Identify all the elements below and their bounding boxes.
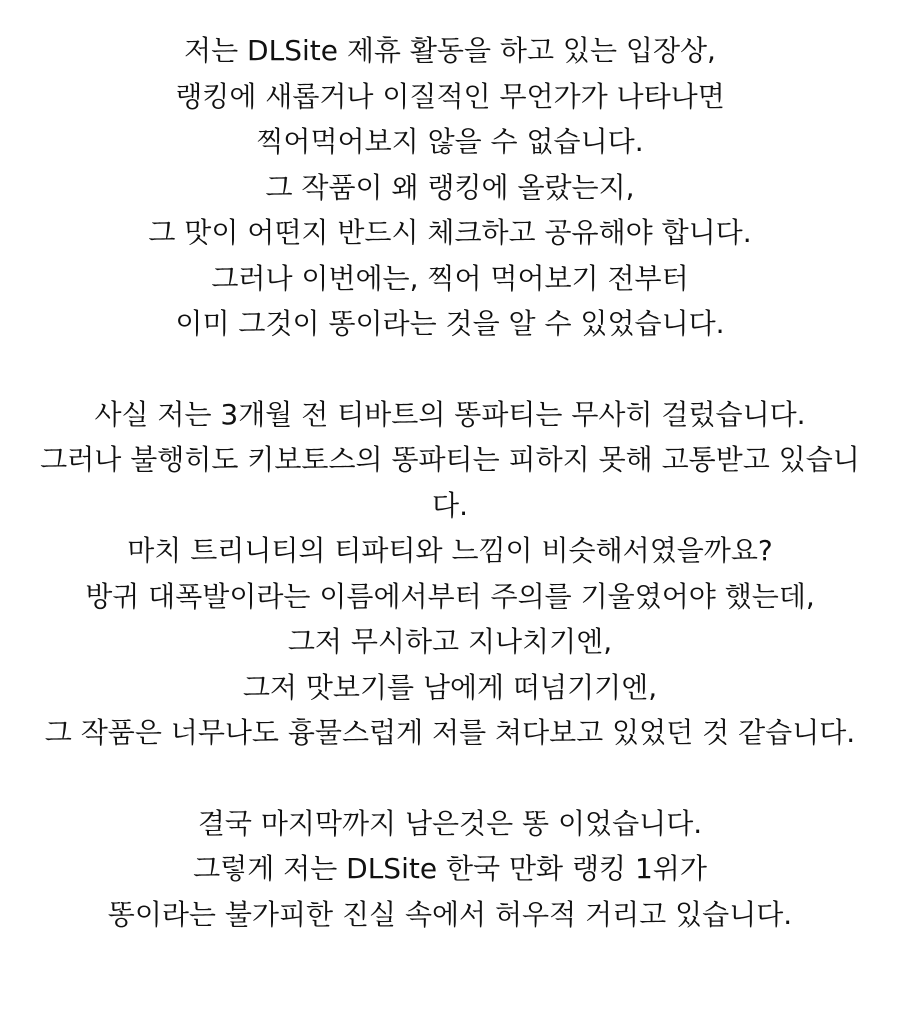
- paragraph-conclusion: [0, 801, 900, 938]
- text-line: 그저 무시하고 지나치기엔,: [287, 625, 613, 658]
- text-line: 그저 맛보기를 남에게 떠넘기기엔,: [242, 670, 658, 704]
- text-line: 랭킹에 새롭거나 이질적인 무언가가 나타나면: [175, 79, 725, 113]
- text-line: 다.: [432, 488, 468, 522]
- text-line: 똥이라는 불가피한 진실 속에서 허우적 거리고 있습니다.: [107, 897, 793, 931]
- paragraph-spacer: [0, 756, 900, 801]
- text-line: 이미 그것이 똥이라는 것을 알 수 있었습니다.: [175, 307, 725, 340]
- text-line: 결국 마지막까지 남은것은 똥 이었습니다.: [197, 806, 703, 840]
- paragraph-middle: [0, 392, 900, 756]
- text-line: 저는 DLSite 제휴 활동을 하고 있는 입장상,: [184, 34, 716, 67]
- text-line: 그 작품이 왜 랭킹에 올랐는지,: [265, 170, 635, 204]
- paragraph-spacer: [0, 347, 900, 392]
- text-line: 그러나 이번에는, 찍어 먹어보기 전부터: [211, 261, 689, 295]
- text-line: 사실 저는 3개월 전 티바트의 똥파티는 무사히 걸렀습니다.: [94, 397, 806, 431]
- text-line: 마치 트리니티의 티파티와 느낌이 비슷해서였을까요?: [127, 534, 773, 567]
- text-line: 찍어먹어보지 않을 수 없습니다.: [256, 125, 644, 158]
- text-line: 그 작품은 너무나도 흉물스럽게 저를 쳐다보고 있었던 것 같습니다.: [44, 716, 856, 749]
- text-line: 그러나 불행히도 키보토스의 똥파티는 피하지 못해 고통받고 있습니: [40, 443, 860, 476]
- paragraph-intro: [0, 28, 900, 347]
- text-line: 방귀 대폭발이라는 이름에서부터 주의를 기울였어야 했는데,: [85, 579, 815, 613]
- text-line: 그 맛이 어떤지 반드시 체크하고 공유해야 합니다.: [148, 216, 752, 249]
- text-line: 그렇게 저는 DLSite 한국 만화 랭킹 1위가: [193, 852, 707, 885]
